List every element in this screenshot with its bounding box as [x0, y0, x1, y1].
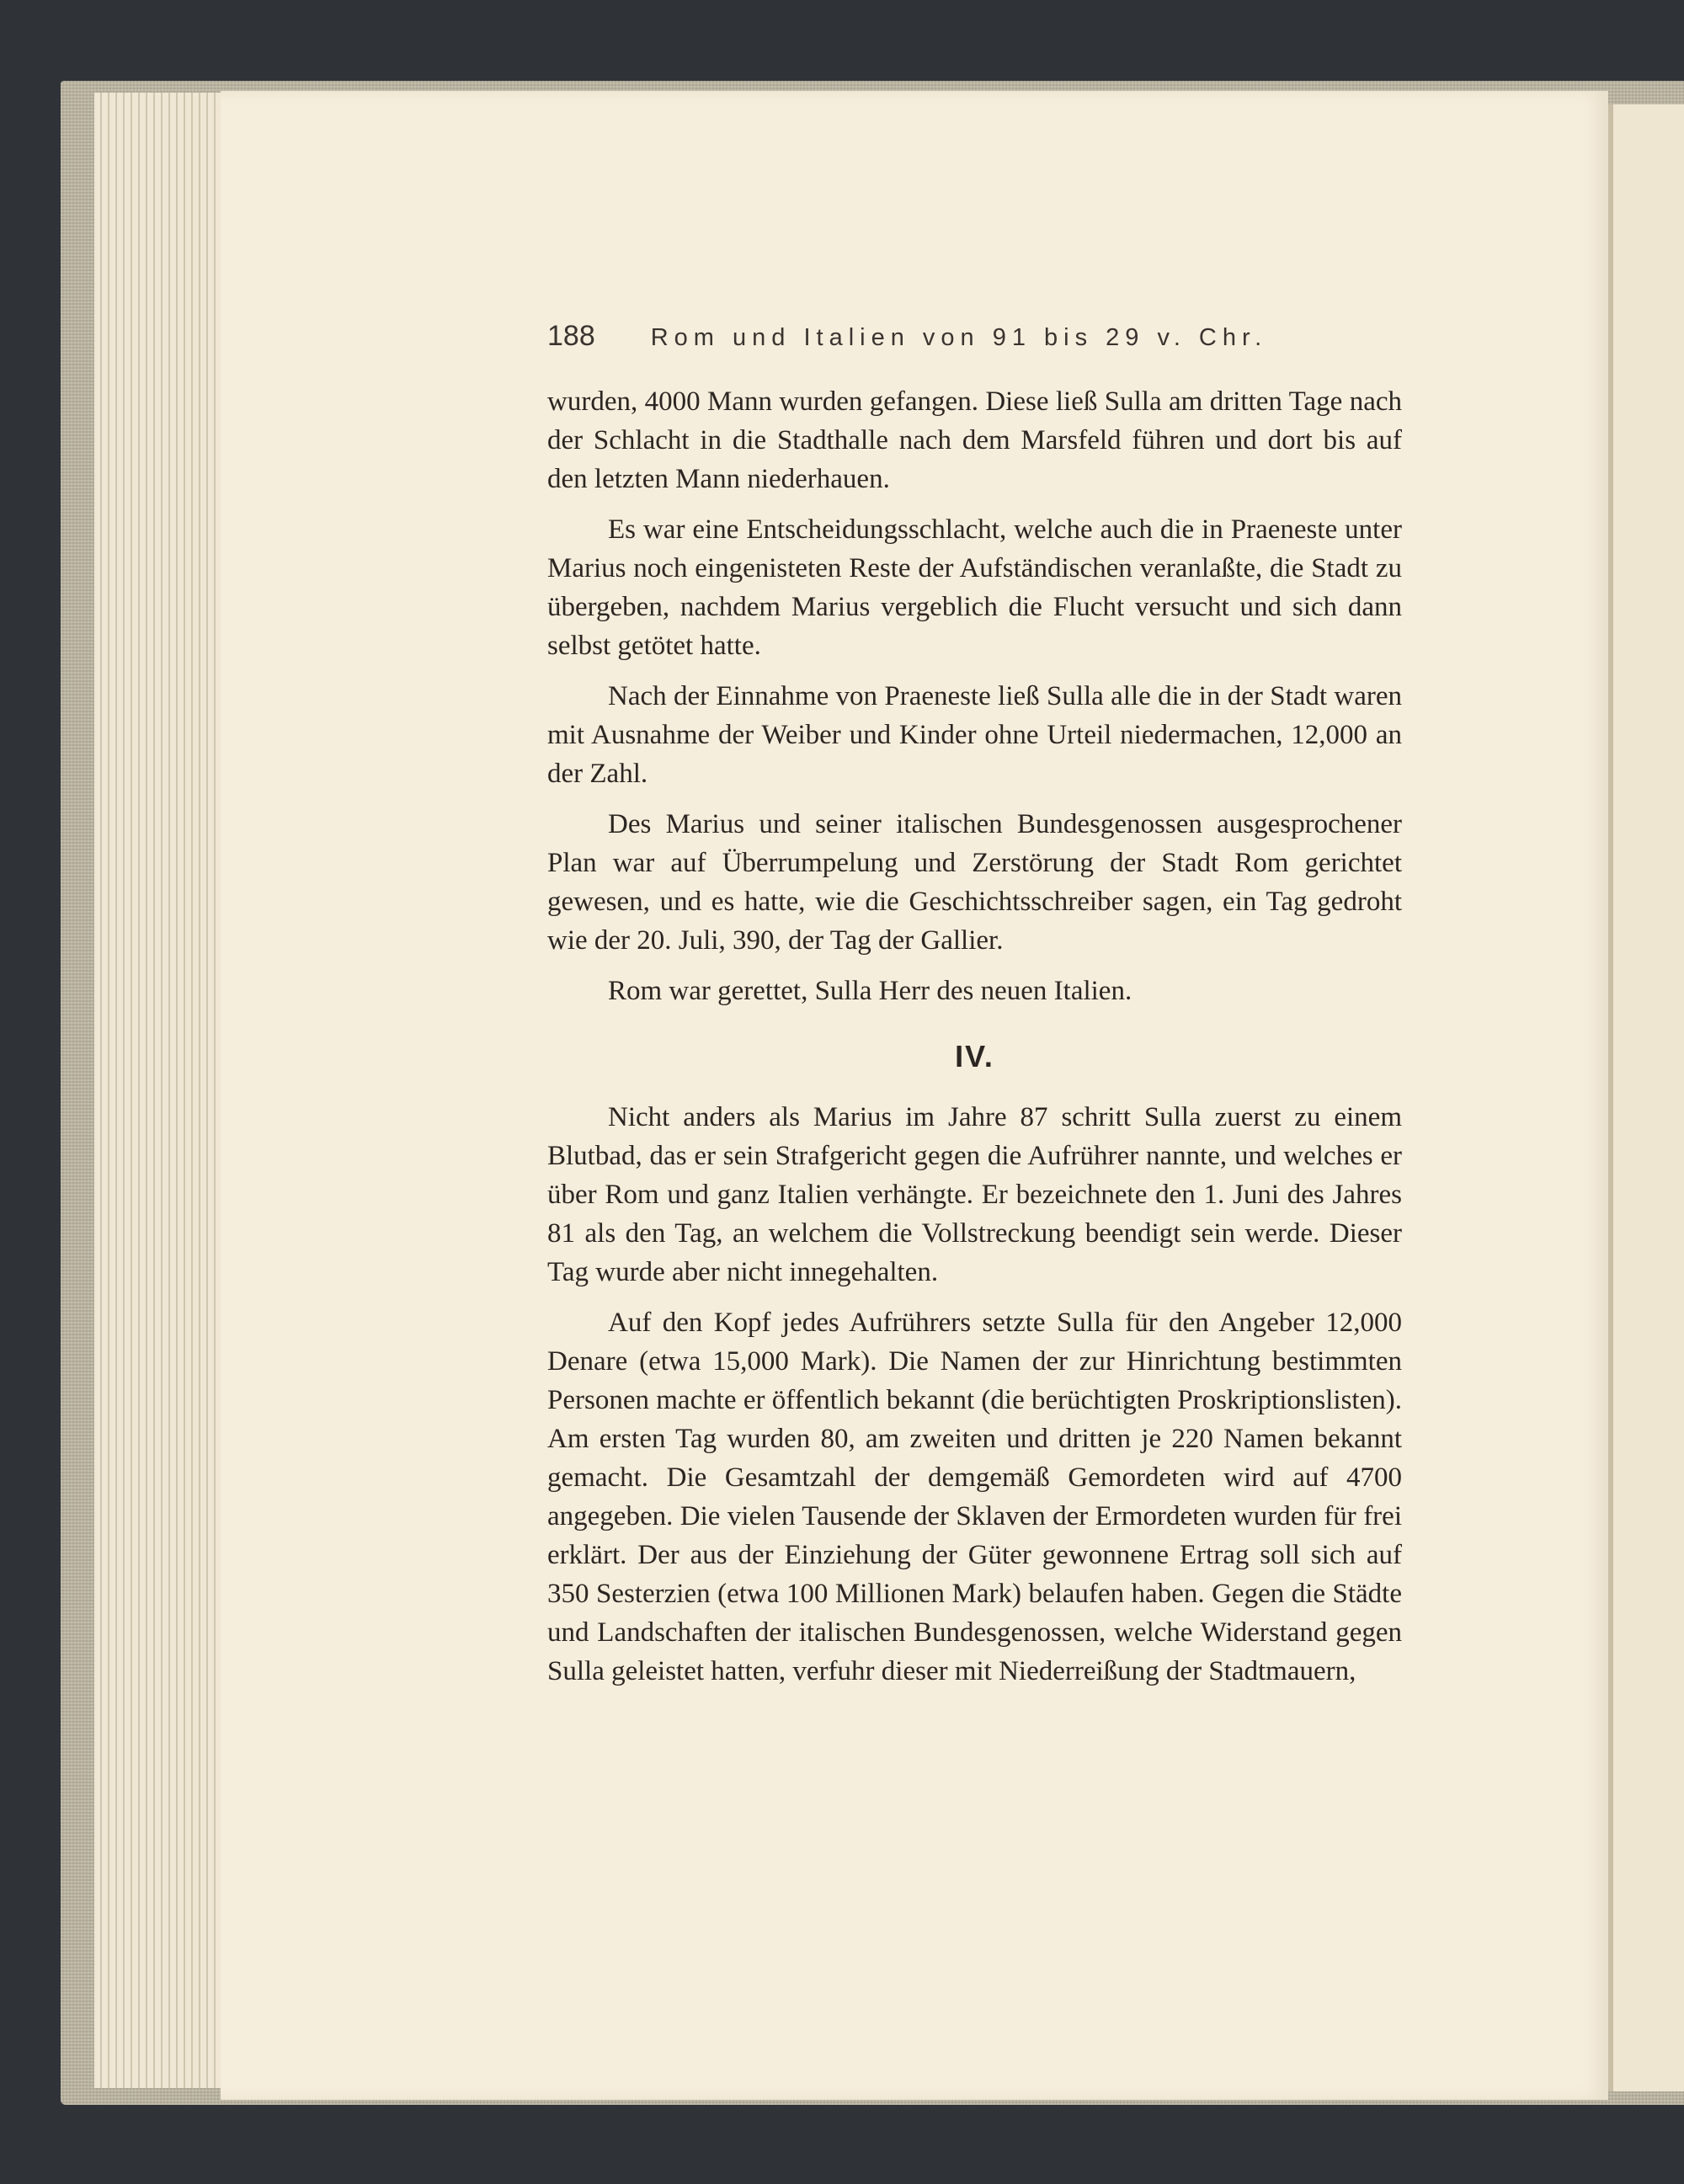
paragraph: Rom war gerettet, Sulla Herr des neuen Italien.: [608, 976, 1132, 1006]
paragraph: Auf den Kopf jedes Aufrührers setzte Sulla für den Angeber 12,000 Denare (etwa 15,000 Mark). Die Namen der zur Hinrichtung bestimmten Personen machte er öffentlich bekannt (die berüchtigten Proskriptionslisten). Am ersten Tag wurden 80, am zweiten und dritten je 220 Namen bekannt gemacht. Die Gesamtzahl der demgemäß Gemordeten wird auf 4700 angegeben. Die vielen Tausende der Sklaven der Ermordeten wurden für frei erklärt. Der aus der Einziehung der Güter gewonnene Ertrag soll sich auf 350 Sesterzien (etwa 100 Millionen Mark) belaufen haben. Gegen die Städte und Landschaften der italischen Bundesgenossen, welche Widerstand gegen Sulla geleistet hatten, verfuhr dieser mit Niederreißung der Stadtmauern,: [547, 1308, 1402, 1686]
section-heading: IV.: [955, 1039, 994, 1073]
page-content: [547, 320, 1402, 1702]
paragraph: Es war eine Entscheidungsschlacht, welche auch die in Praeneste unter Marius noch eingenisteten Reste der Aufständischen veranlaßte, die Stadt zu übergeben, nachdem Marius vergeblich die Flucht versucht und sich dann selbst getötet hatte.: [547, 514, 1402, 661]
paragraph: Des Marius und seiner italischen Bundesgenossen ausgesprochener Plan war auf Überrumpelung und Zerstörung der Stadt Rom gerichtet gewesen, und es hatte, wie die Geschichtsschreiber sagen, ein Tag gedroht wie der 20. Juli, 390, der Tag der Gallier.: [547, 809, 1402, 956]
running-head: [547, 320, 1402, 370]
paragraph: Nicht anders als Marius im Jahre 87 schritt Sulla zuerst zu einem Blutbad, das er sein Strafgericht gegen die Aufrührer nannte, und welches er über Rom und ganz Italien verhängte. Er bezeichnete den 1. Juni des Jahres 81 als den Tag, an welchem die Vollstreckung beendigt sein werde. Dieser Tag wurde aber nicht innegehalten.: [547, 1102, 1402, 1287]
paragraph: wurden, 4000 Mann wurden gefangen. Diese ließ Sulla am dritten Tage nach der Schlacht in die Stadthalle nach dem Marsfeld führen und dort bis auf den letzten Mann niederhauen.: [547, 386, 1402, 494]
paragraph: Nach der Einnahme von Praeneste ließ Sulla alle die in der Stadt waren mit Ausnahme der Weiber und Kinder ohne Urteil niedermachen, 12,000 an der Zahl.: [547, 681, 1402, 789]
running-title: Rom und Italien von 91 bis 29 v. Chr.: [650, 324, 1268, 351]
next-page-edge: [1608, 104, 1684, 2091]
page-edges: [94, 93, 229, 2088]
page-number: 188: [547, 320, 595, 352]
